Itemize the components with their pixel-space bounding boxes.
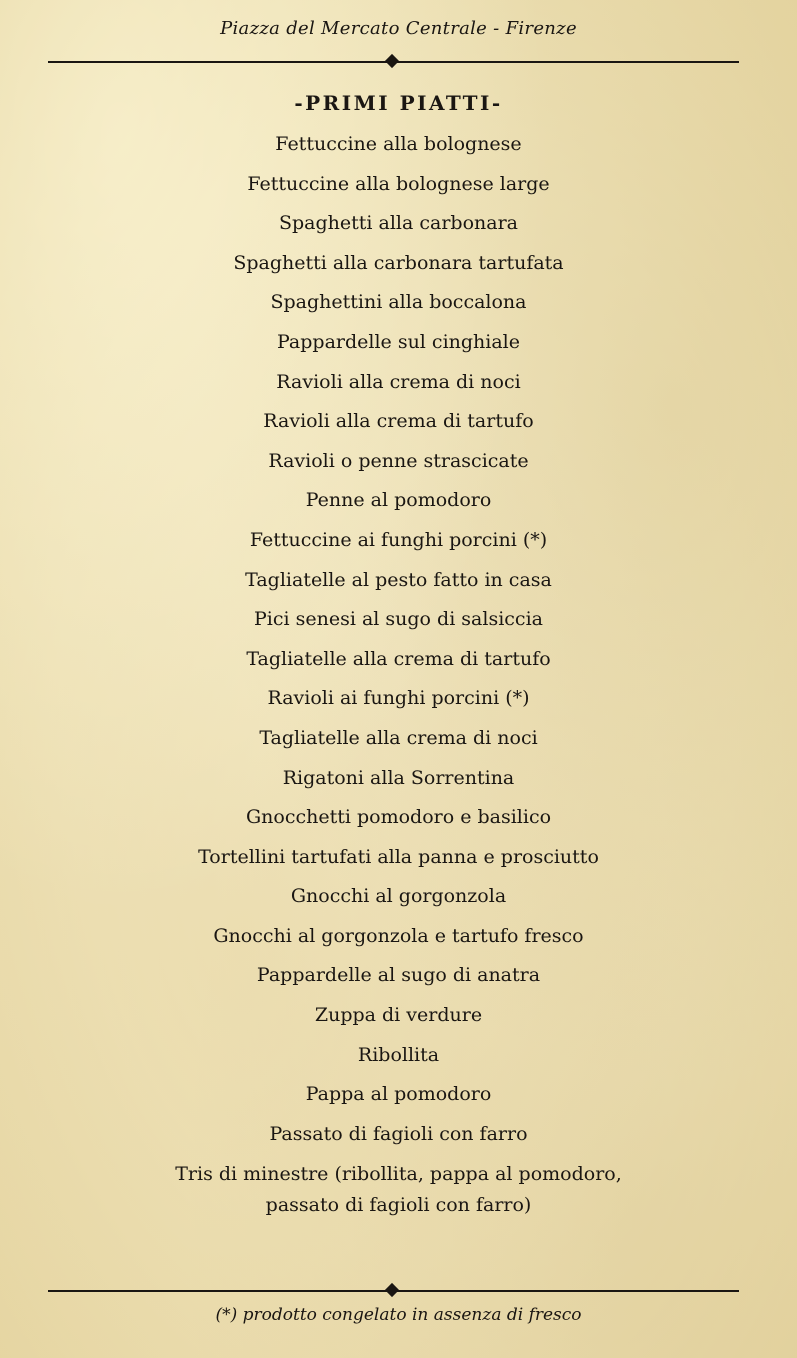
bottom-divider [48,1290,739,1292]
dish-item: Ravioli alla crema di noci [276,370,521,393]
dish-item: Passato di fagioli con farro [269,1122,528,1145]
dish-item: Gnocchi al gorgonzola e tartufo fresco [213,924,584,947]
dish-item: Fettuccine ai funghi porcini (*) [249,528,548,551]
dish-item: Tagliatelle alla crema di tartufo [246,647,551,670]
dish-item: Spaghetti alla carbonara tartufata [233,251,564,274]
dish-item: Ravioli ai funghi porcini (*) [267,687,530,710]
footer-note: (*) prodotto congelato in assenza di fresco [215,1305,582,1325]
dish-item: Pappa al pomodoro [305,1083,492,1106]
dish-item: Fettuccine alla bolognese large [247,172,550,195]
dish-item: Ravioli alla crema di tartufo [263,410,534,433]
dish-item: Tagliatelle al pesto fatto in casa [245,568,552,591]
dish-item: Fettuccine alla bolognese [275,133,522,155]
dish-item: Tortellini tartufati alla panna e prosciutto [198,845,599,868]
dish-item: Tagliatelle alla crema di noci [259,726,538,749]
diamond-ornament-icon [385,54,399,68]
dish-item: Spaghetti alla carbonara [278,212,518,235]
dish-line: Tris di minestre (ribollita, pappa al pomodoro, [175,1163,622,1185]
dish-list [0,125,797,1154]
dish-item: Pappardelle al sugo di anatra [256,964,541,987]
dish-item: Penne al pomodoro [305,489,492,512]
dish-item: Ribollita [357,1043,440,1066]
dish-item: Gnocchi al gorgonzola [290,885,507,908]
dish-item: Pappardelle sul cinghiale [276,330,521,353]
dish-item: Ravioli o penne strascicate [268,449,529,472]
dish-line: passato di fagioli con farro) [265,1194,532,1216]
top-divider [48,61,739,63]
dish-item: Pici senesi al sugo di salsiccia [254,608,543,631]
dish-item: Zuppa di verdure [314,1004,483,1027]
section-title: -PRIMI PIATTI- [294,91,503,115]
dish-item: Spaghettini alla boccalona [270,291,527,314]
dish-item-tris-di-minestre [0,1159,797,1221]
dish-item: Rigatoni alla Sorrentina [282,766,515,789]
menu-header-location: Piazza del Mercato Centrale - Firenze [220,18,577,39]
dish-item: Gnocchetti pomodoro e basilico [245,806,552,829]
diamond-ornament-icon [385,1283,399,1297]
